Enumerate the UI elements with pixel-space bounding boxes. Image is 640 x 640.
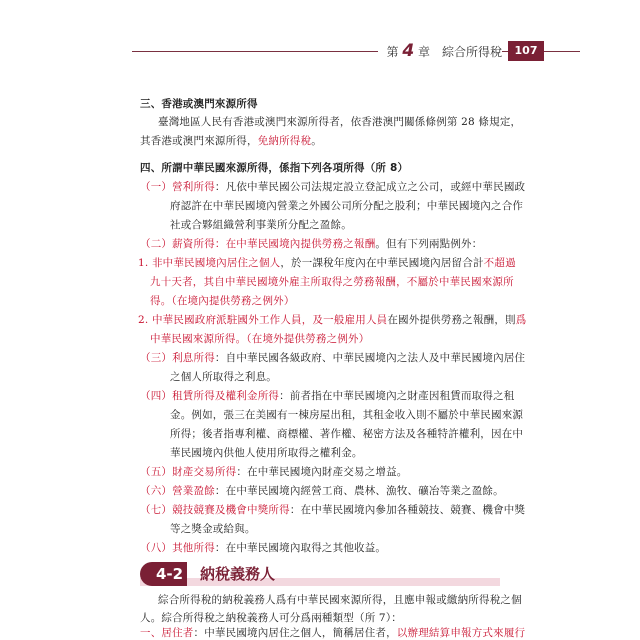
paragraph-line: 綜合所得稅的納稅義務人爲有中華民國來源所得，且應申報或繳納所得稅之個: [158, 594, 522, 606]
item-8: [140, 539, 386, 558]
text-span: ：自中華民國各級政府、中華民國境內之法人及中華民國境內居住: [214, 352, 526, 364]
heading-hk-macau: 三、香港或澳門來源所得: [140, 98, 258, 110]
item-5: [140, 463, 408, 482]
highlight-text: 1. 非中華民國境內居住之個人: [138, 257, 281, 269]
item-2: [140, 235, 482, 254]
text-span: ：在中華民國境內財產交易之增益。: [236, 466, 408, 478]
item-marker: 一、: [140, 627, 162, 639]
item-3: [140, 349, 525, 368]
section-underline: [140, 578, 500, 586]
subitem-2: [138, 311, 526, 330]
text-span: ：前者指在中華民國境內之財產因租賃而取得之租: [279, 390, 515, 402]
paragraph-line: 社或合夥組織營利事業所分配之盈餘。: [170, 219, 352, 231]
paragraph-line: 之個人所取得之利息。: [170, 371, 277, 383]
highlight-text: 不超過: [483, 257, 516, 269]
item-term: 營利所得: [172, 181, 215, 193]
section-title: 納稅義務人: [200, 565, 276, 583]
highlight-text: 以辦理結算申報方式來履行: [396, 627, 526, 639]
heading-domestic-income: 四、所謂中華民國來源所得，係指下列各項所得（所 8）: [140, 162, 409, 174]
chapter-title: [378, 40, 502, 63]
item-term: 居住者: [161, 627, 194, 639]
text-span: ：在中華民國境內經營工商、農林、漁牧、礦冶等業之盈餘。: [214, 485, 504, 497]
item-term: 薪資所得：在中華民國境內提供勞務之報酬: [172, 238, 376, 250]
item-marker: （五）: [140, 466, 173, 478]
section-number: 4-2: [140, 562, 187, 586]
page-number: 107: [508, 41, 544, 61]
paragraph-line: 所得；後者指專利權、商標權、著作權、秘密方法及各種特許權利，因在中: [170, 428, 524, 440]
item-6: [140, 482, 504, 501]
chapter-number: 4: [402, 41, 415, 61]
item-resident: [140, 626, 525, 640]
highlight-text: 免納所得稅: [257, 135, 312, 147]
paragraph-line: 人。綜合所得稅之納稅義務人可分爲兩種類型（所 7）：: [140, 612, 402, 624]
paragraph-line: 等之獎金或給與。: [170, 523, 256, 535]
text-span: 。但有下列兩點例外：: [375, 238, 483, 250]
subitem-1: [138, 254, 516, 273]
item-term: 租賃所得及權利金所得: [172, 390, 280, 402]
item-term: 財產交易所得: [172, 466, 237, 478]
item-marker: （七）: [140, 504, 173, 516]
item-7: [140, 501, 525, 520]
highlight-line: 中華民國來源所得。（在境外提供勞務之例外）: [150, 333, 370, 345]
running-header: [0, 40, 640, 62]
item-marker: （三）: [140, 352, 173, 364]
paragraph-line: 府認許在中華民國境內營業之外國公司所分配之股利；中華民國境內之合作: [170, 200, 524, 212]
text-span: ：在中華民國境內參加各種競技、競賽、機會中獎: [289, 504, 526, 516]
item-1: [140, 178, 525, 197]
paragraph-line: 華民國境內供他人使用所取得之權利金。: [170, 447, 363, 459]
text-span: 臺灣地區人民有香港或澳門來源所得者，依香港澳門關係條例第 28 條規定，: [158, 116, 522, 128]
paragraph-line: [158, 113, 521, 132]
item-4: [140, 387, 515, 406]
chapter-name: 章 綜合所得稅: [417, 45, 502, 59]
paragraph-line: 金。例如，張三在美國有一棟房屋出租，其租金收入則不屬於中華民國來源: [170, 409, 524, 421]
text-span: 在國外提供勞務之報酬，則: [387, 314, 516, 326]
item-term: 利息所得: [172, 352, 215, 364]
section-banner: [140, 562, 500, 588]
item-marker: （一）: [140, 181, 173, 193]
item-marker: （四）: [140, 390, 173, 402]
highlight-text: 爲: [515, 314, 527, 326]
highlight-text: 2. 中華民國政府派駐國外工作人員，及一般雇用人員: [138, 314, 388, 326]
text-span: ：在中華民國境內取得之其他收益。: [214, 542, 387, 554]
highlight-line: 九十天者，其自中華民國境外雇主所取得之勞務報酬，不屬於中華民國來源所: [150, 276, 514, 288]
paragraph-line: [140, 132, 322, 151]
highlight-line: 得。（在境內提供勞務之例外）: [150, 295, 295, 307]
item-term: 營業盈餘: [172, 485, 215, 497]
item-term: 其他所得: [172, 542, 215, 554]
chapter-prefix: 第: [386, 45, 399, 59]
text-span: 其香港或澳門來源所得，: [140, 135, 258, 147]
item-marker: （二）: [140, 238, 173, 250]
text-span: ：凡依中華民國公司法規定設立登記成立之公司，或經中華民國政: [214, 181, 526, 193]
text-span: 。: [311, 135, 322, 147]
text-span: ，於一課稅年度內在中華民國境內居留合計: [280, 257, 484, 269]
item-marker: （八）: [140, 542, 173, 554]
item-marker: （六）: [140, 485, 173, 497]
text-span: ：中華民國境內居住之個人，簡稱居住者，: [193, 627, 397, 639]
item-term: 競技競賽及機會中獎所得: [172, 504, 290, 516]
